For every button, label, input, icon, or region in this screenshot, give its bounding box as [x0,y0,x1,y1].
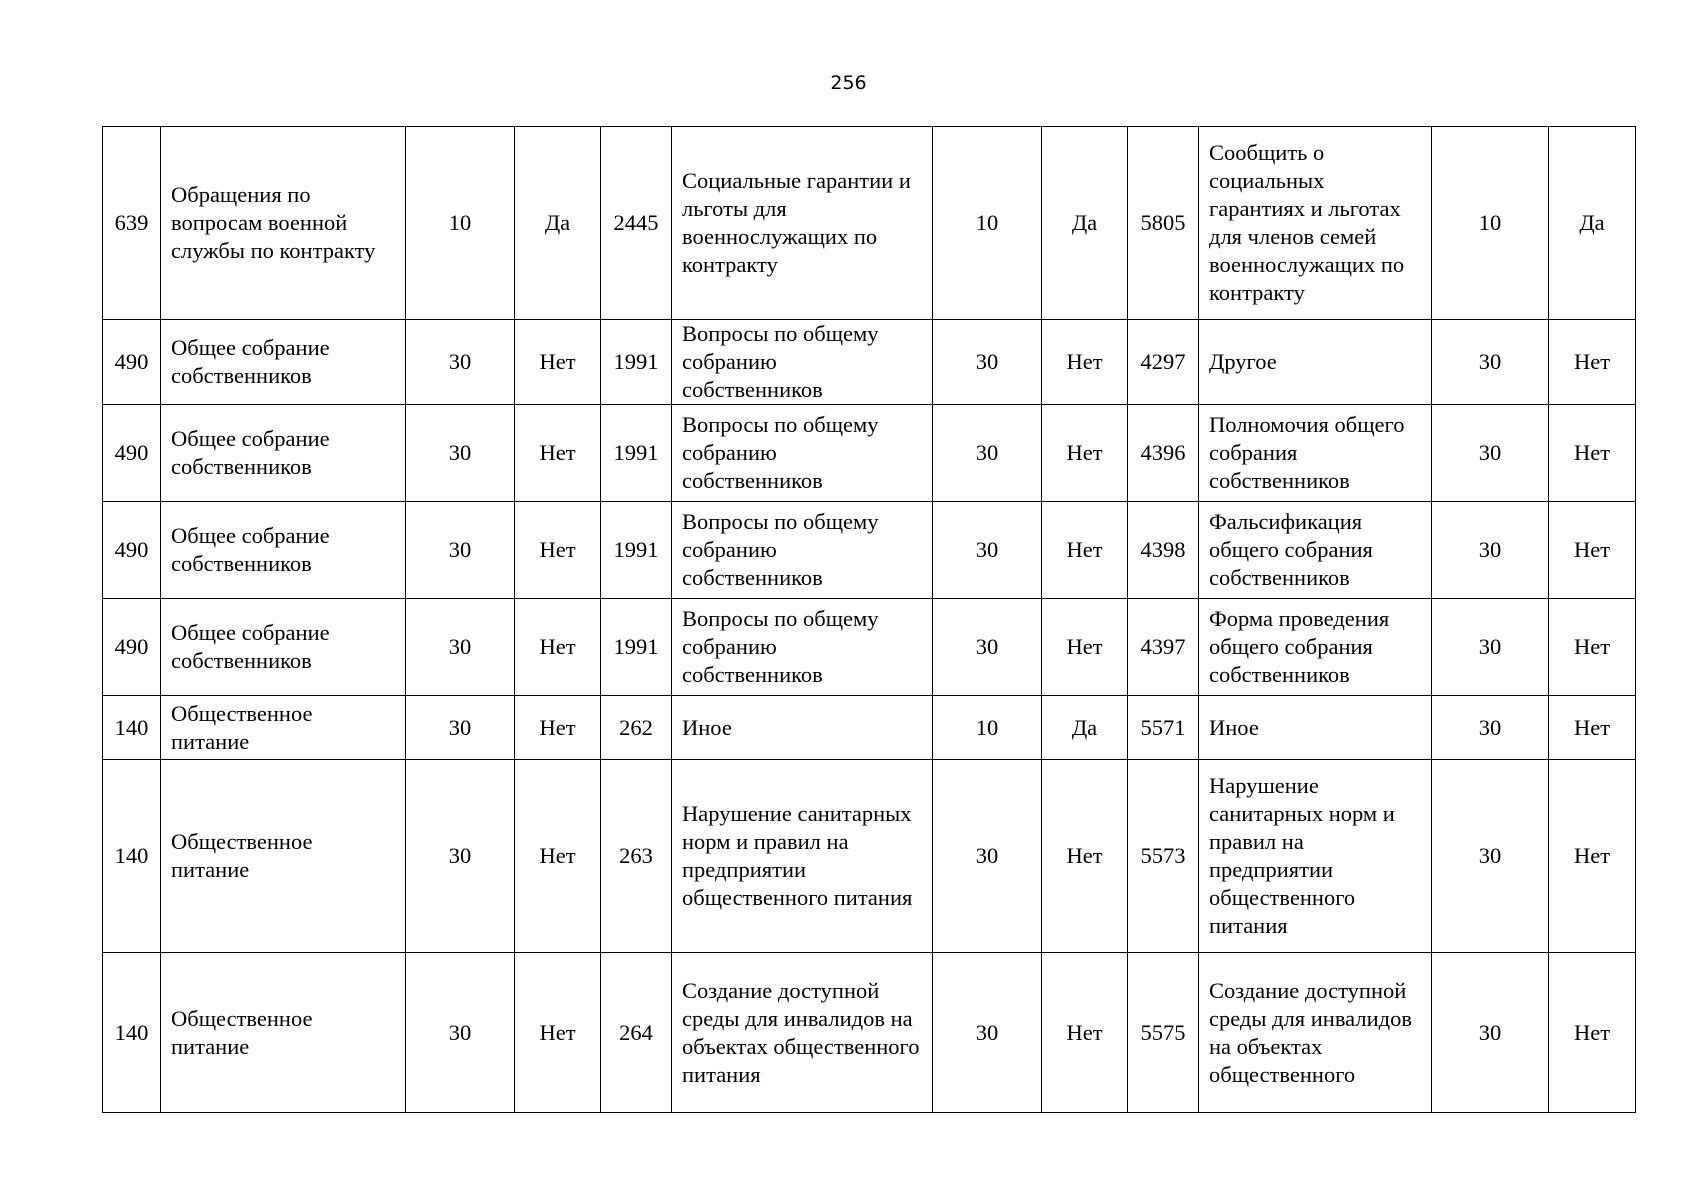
topic-cell: Социальные гарантии и льготы для военнослужащих по контракту [672,127,933,320]
days-cell: 10 [406,127,515,320]
flag-cell: Нет [1042,320,1128,405]
flag-cell: Нет [1042,599,1128,696]
code-cell: 490 [103,599,161,696]
days-cell: 30 [406,599,515,696]
topic-cell: Нарушение санитарных норм и правил на предприятии общественного питания [672,760,933,953]
topic-cell: Общее собрание собственников [161,405,406,502]
topic-cell: Иное [1199,696,1432,760]
code-cell: 490 [103,320,161,405]
days-cell: 30 [933,502,1042,599]
days-cell: 10 [1432,127,1549,320]
topic-cell: Создание доступной среды для инвалидов на объектах общественного [1199,953,1432,1113]
table-row [103,760,1636,953]
code-cell: 4398 [1128,502,1199,599]
code-cell: 1991 [601,320,672,405]
flag-cell: Нет [1549,953,1636,1113]
days-cell: 30 [1432,599,1549,696]
days-cell: 30 [1432,696,1549,760]
flag-cell: Нет [515,953,601,1113]
topic-cell: Общественное питание [161,953,406,1113]
days-cell: 10 [933,127,1042,320]
code-cell: 4297 [1128,320,1199,405]
days-cell: 30 [406,696,515,760]
table-row [103,127,1636,320]
flag-cell: Нет [1549,502,1636,599]
topic-cell: Вопросы по общему собранию собственников [672,502,933,599]
table-row [103,696,1636,760]
data-table [102,126,1636,1113]
topic-cell: Иное [672,696,933,760]
topic-cell: Общее собрание собственников [161,502,406,599]
code-cell: 140 [103,760,161,953]
days-cell: 30 [933,760,1042,953]
flag-cell: Да [515,127,601,320]
days-cell: 30 [406,953,515,1113]
days-cell: 30 [1432,405,1549,502]
table-row [103,405,1636,502]
code-cell: 1991 [601,405,672,502]
topic-cell: Полномочия общего собрания собственников [1199,405,1432,502]
days-cell: 30 [933,320,1042,405]
page-number: 256 [830,72,867,94]
flag-cell: Нет [1549,696,1636,760]
code-cell: 5805 [1128,127,1199,320]
topic-cell: Общественное питание [161,760,406,953]
days-cell: 10 [933,696,1042,760]
flag-cell: Нет [1549,405,1636,502]
flag-cell: Нет [515,405,601,502]
flag-cell: Да [1549,127,1636,320]
code-cell: 140 [103,953,161,1113]
topic-cell: Вопросы по общему собранию собственников [672,320,933,405]
flag-cell: Нет [515,760,601,953]
flag-cell: Нет [1549,320,1636,405]
topic-cell: Вопросы по общему собранию собственников [672,405,933,502]
topic-cell: Другое [1199,320,1432,405]
flag-cell: Нет [1042,953,1128,1113]
flag-cell: Да [1042,696,1128,760]
topic-cell: Сообщить о социальных гарантиях и льготах для членов семей военнослужащих по контракту [1199,127,1432,320]
days-cell: 30 [1432,760,1549,953]
days-cell: 30 [406,760,515,953]
days-cell: 30 [406,502,515,599]
flag-cell: Нет [515,696,601,760]
code-cell: 5571 [1128,696,1199,760]
topic-cell: Общее собрание собственников [161,599,406,696]
days-cell: 30 [933,405,1042,502]
topic-cell: Обращения по вопросам военной службы по контракту [161,127,406,320]
flag-cell: Нет [515,599,601,696]
code-cell: 5573 [1128,760,1199,953]
code-cell: 2445 [601,127,672,320]
table-row [103,953,1636,1113]
days-cell: 30 [406,405,515,502]
code-cell: 264 [601,953,672,1113]
table-row [103,502,1636,599]
topic-cell: Форма проведения общего собрания собственников [1199,599,1432,696]
code-cell: 263 [601,760,672,953]
table-row [103,599,1636,696]
code-cell: 1991 [601,502,672,599]
table-row [103,320,1636,405]
code-cell: 639 [103,127,161,320]
days-cell: 30 [406,320,515,405]
code-cell: 4397 [1128,599,1199,696]
days-cell: 30 [1432,953,1549,1113]
topic-cell: Создание доступной среды для инвалидов на объектах общественного питания [672,953,933,1113]
code-cell: 140 [103,696,161,760]
code-cell: 490 [103,502,161,599]
code-cell: 490 [103,405,161,502]
code-cell: 4396 [1128,405,1199,502]
flag-cell: Нет [1549,760,1636,953]
days-cell: 30 [1432,320,1549,405]
days-cell: 30 [933,953,1042,1113]
flag-cell: Нет [515,320,601,405]
flag-cell: Нет [515,502,601,599]
flag-cell: Нет [1549,599,1636,696]
flag-cell: Да [1042,127,1128,320]
code-cell: 1991 [601,599,672,696]
flag-cell: Нет [1042,405,1128,502]
topic-cell: Фальсификация общего собрания собственников [1199,502,1432,599]
code-cell: 262 [601,696,672,760]
flag-cell: Нет [1042,760,1128,953]
code-cell: 5575 [1128,953,1199,1113]
topic-cell: Общественное питание [161,696,406,760]
topic-cell: Общее собрание собственников [161,320,406,405]
days-cell: 30 [933,599,1042,696]
days-cell: 30 [1432,502,1549,599]
topic-cell: Нарушение санитарных норм и правил на предприятии общественного питания [1199,760,1432,953]
topic-cell: Вопросы по общему собранию собственников [672,599,933,696]
flag-cell: Нет [1042,502,1128,599]
